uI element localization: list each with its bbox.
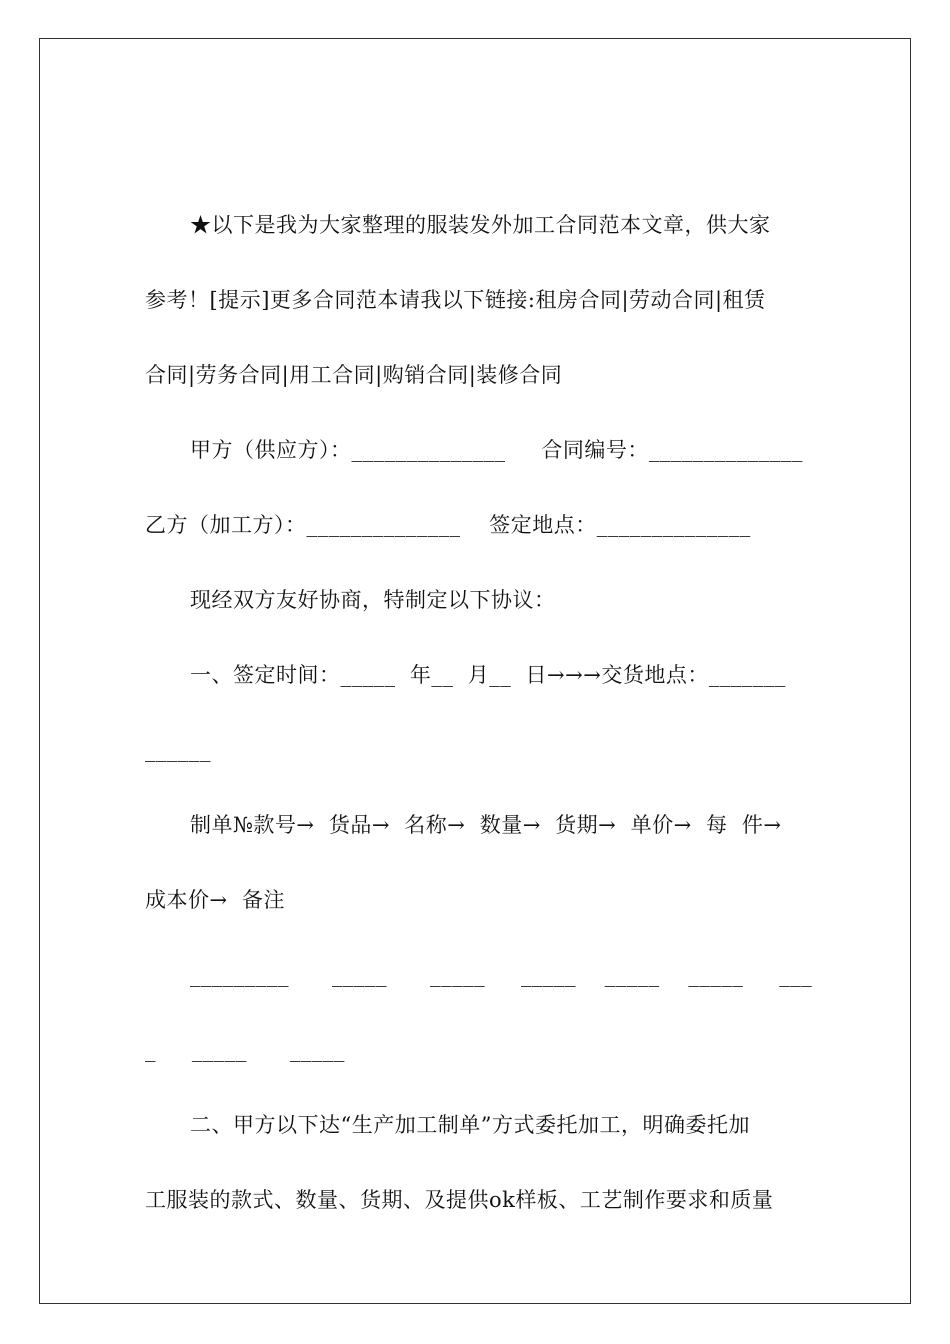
clause-2-line-2: 工服装的款式、数量、货期、及提供ok样板、工艺制作要求和质量 [145, 1188, 774, 1212]
party-b-line: 乙方（加工方）：______________ 签定地点：______________ [145, 513, 751, 537]
intro-paragraph-line-3: 合同|劳务合同|用工合同|购销合同|装修合同 [145, 363, 563, 387]
order-table-header-line-2: 成本价→ 备注 [145, 888, 285, 912]
order-table-blanks-line-2: _ _____ _____ [145, 1038, 345, 1062]
agreement-intro: 现经双方友好协商，特制定以下协议： [190, 588, 556, 612]
clause-1-line-1: 一、签定时间：_____ 年__ 月__ 日→→→交货地点：_______ [190, 663, 786, 687]
order-table-header-line-1: 制单№款号→ 货品→ 名称→ 数量→ 货期→ 单价→ 每 件→ [190, 813, 782, 837]
clause-2-line-1: 二、甲方以下达“生产加工制单”方式委托加工，明确委托加 [190, 1113, 750, 1137]
intro-paragraph-line-2: 参考！[提示]更多合同范本请我以下链接:租房合同|劳动合同|租赁 [145, 288, 766, 312]
party-a-line: 甲方（供应方）：______________ 合同编号：______________ [190, 438, 803, 462]
order-table-blanks-line-1: _________ _____ _____ _____ _____ _____ ___ [190, 963, 813, 987]
intro-paragraph-line-1: ★以下是我为大家整理的服装发外加工合同范本文章，供大家 [190, 213, 771, 237]
clause-1-line-2: ______ [145, 738, 211, 762]
